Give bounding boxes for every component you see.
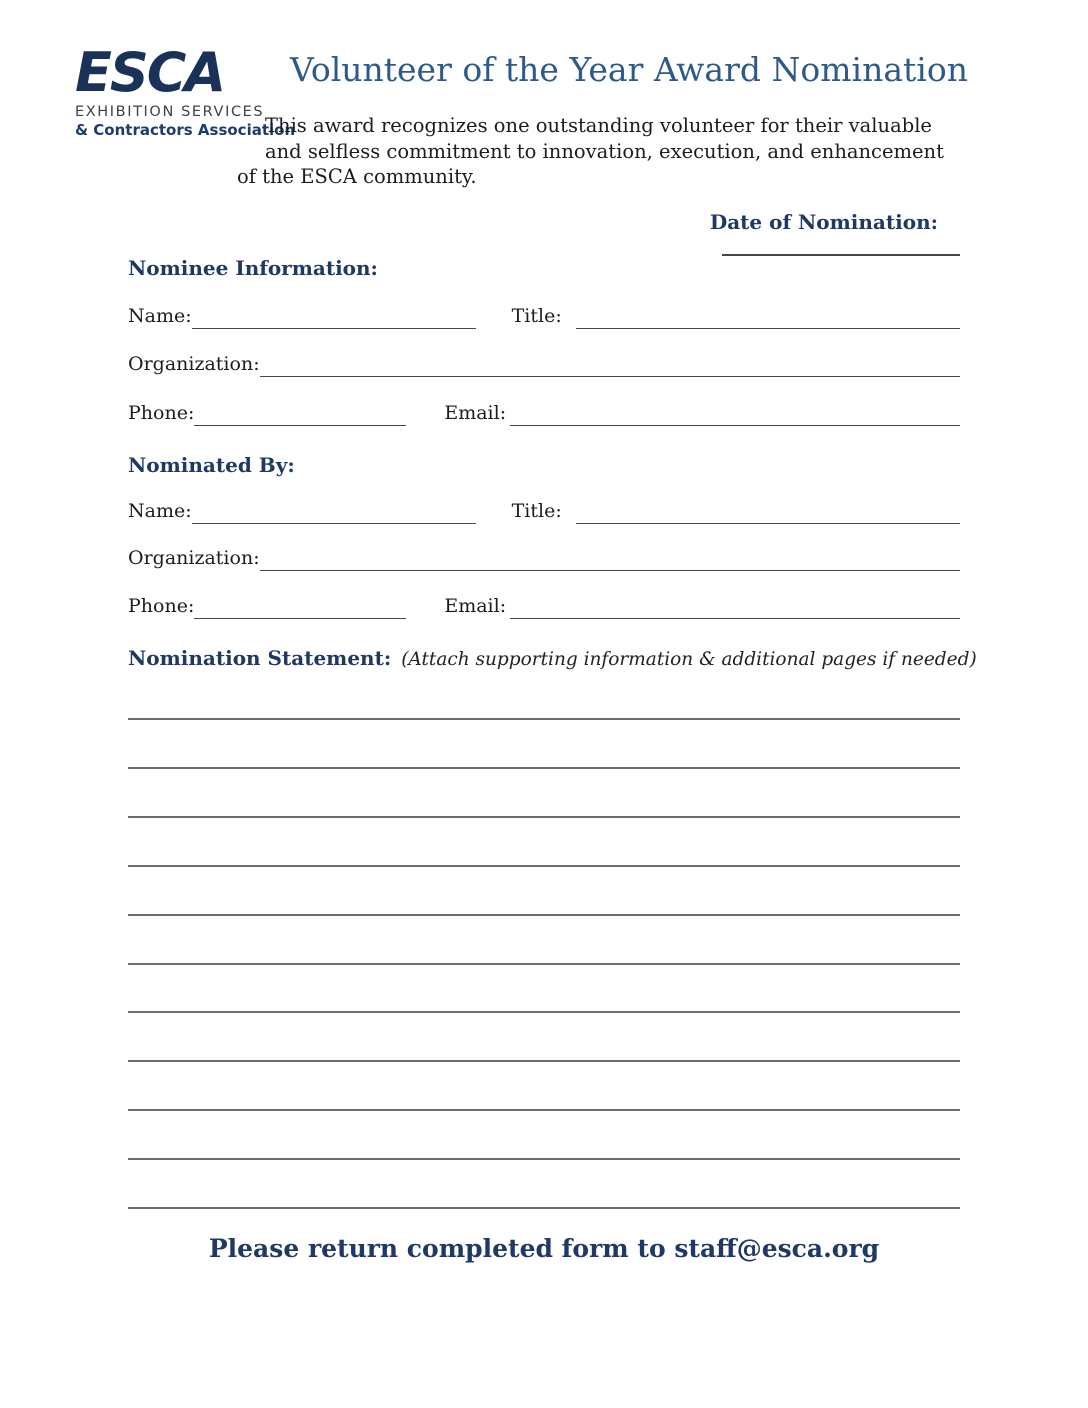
nominee-email-input[interactable] <box>510 400 960 426</box>
nominator-organization-label: Organization: <box>128 547 260 569</box>
nominator-organization-input[interactable] <box>260 545 960 571</box>
esca-logo-acronym: ESCA <box>75 41 225 104</box>
nominee-phone-label: Phone: <box>128 402 195 424</box>
esca-logo-subtitle-2: & Contractors Association <box>75 121 296 139</box>
nominated-by-heading: Nominated By: <box>128 453 295 477</box>
nominator-phone-label: Phone: <box>128 595 195 617</box>
nominator-title-label: Title: <box>511 500 562 522</box>
statement-ruled-line <box>128 865 960 867</box>
intro-line: This award recognizes one outstanding volunteer for their valuable <box>265 114 932 137</box>
date-of-nomination-label: Date of Nomination: <box>709 210 938 234</box>
esca-logo <box>75 41 296 139</box>
nominee-name-title-row <box>128 303 960 329</box>
nominee-phone-input[interactable] <box>194 400 406 426</box>
nominee-information-heading: Nominee Information: <box>128 256 378 280</box>
nominee-organization-input[interactable] <box>260 351 960 377</box>
nominator-organization-row <box>128 545 960 571</box>
intro-line: of the ESCA community. <box>237 165 477 188</box>
statement-ruled-line <box>128 1207 960 1209</box>
nominator-name-title-row <box>128 498 960 524</box>
nominee-title-label: Title: <box>511 305 562 327</box>
page-title: Volunteer of the Year Award Nomination <box>290 50 968 89</box>
nomination-statement-heading <box>128 646 977 670</box>
intro-line: and selfless commitment to innovation, execution, and enhancement <box>265 139 944 163</box>
nominee-organization-label: Organization: <box>128 353 260 375</box>
nominator-title-input[interactable] <box>576 498 960 524</box>
nominee-email-label: Email: <box>444 402 507 424</box>
nominator-name-input[interactable] <box>192 498 476 524</box>
esca-logo-subtitle-1: EXHIBITION SERVICES <box>75 104 265 120</box>
statement-writing-area[interactable] <box>128 690 960 1220</box>
nominator-email-label: Email: <box>444 595 507 617</box>
statement-ruled-line <box>128 1109 960 1111</box>
intro-paragraph <box>237 113 977 190</box>
statement-ruled-line <box>128 1158 960 1160</box>
date-of-nomination-input[interactable] <box>722 254 960 256</box>
statement-ruled-line <box>128 816 960 818</box>
nominator-phone-email-row <box>128 593 960 619</box>
statement-ruled-line <box>128 1011 960 1013</box>
nominator-name-label: Name: <box>128 500 192 522</box>
nomination-statement-note: (Attach supporting information & additional pages if needed) <box>401 649 977 670</box>
statement-ruled-line <box>128 1060 960 1062</box>
nominator-phone-input[interactable] <box>194 593 406 619</box>
statement-ruled-line <box>128 767 960 769</box>
nominator-email-input[interactable] <box>510 593 960 619</box>
nominee-organization-row <box>128 351 960 377</box>
statement-ruled-line <box>128 718 960 720</box>
statement-ruled-line <box>128 963 960 965</box>
nomination-statement-heading-label: Nomination Statement: <box>128 646 392 670</box>
nominee-name-input[interactable] <box>192 303 476 329</box>
footer-return-instruction: Please return completed form to staff@esca.org <box>208 1234 880 1263</box>
nominee-name-label: Name: <box>128 305 192 327</box>
nominee-phone-email-row <box>128 400 960 426</box>
statement-ruled-line <box>128 914 960 916</box>
nominee-title-input[interactable] <box>576 303 960 329</box>
